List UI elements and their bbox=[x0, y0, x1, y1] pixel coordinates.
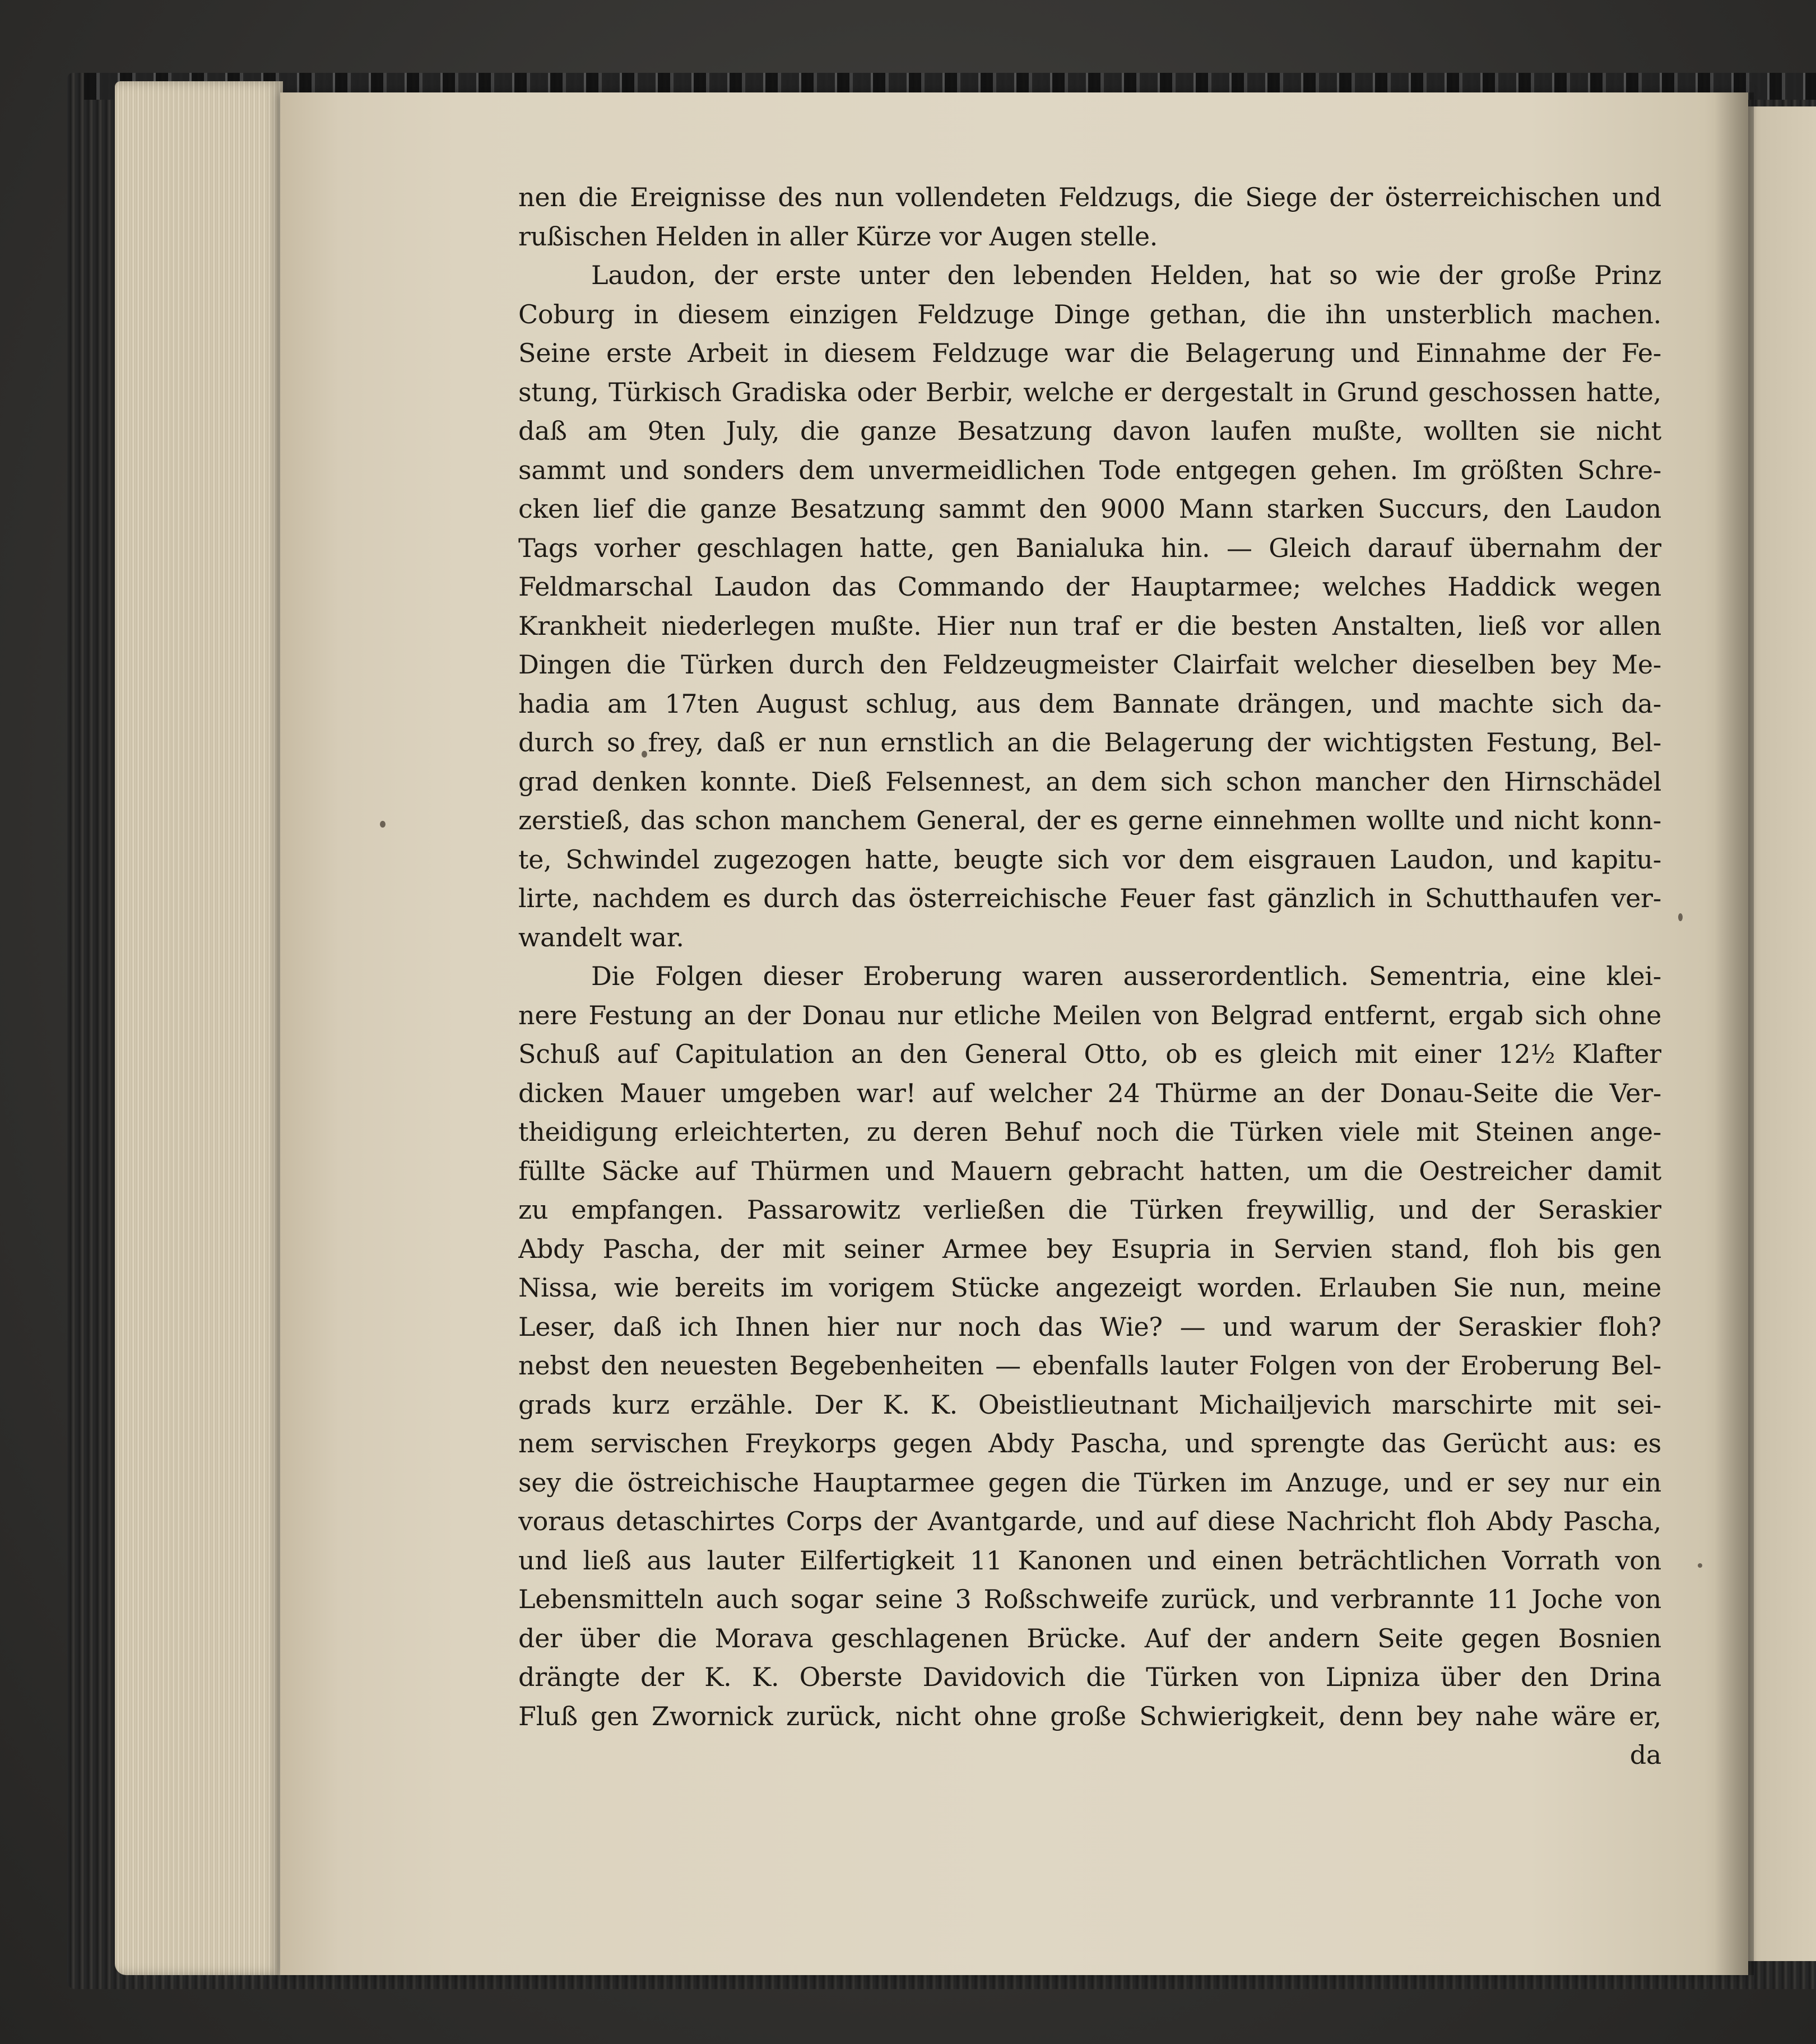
text-line: rußischen Helden in aller Kürze vor Augen stelle. bbox=[518, 221, 1158, 252]
text-line: zerstieß, das schon manchem General, der es gerne einnehmen wollte und nicht konn- bbox=[518, 805, 1661, 835]
text-line: stung, Türkisch Gradiska oder Berbir, welche er dergestalt in Grund geschossen hatte, bbox=[518, 377, 1661, 407]
ink-speck bbox=[1698, 1563, 1702, 1568]
ink-speck bbox=[380, 821, 386, 828]
text-line: dicken Mauer umgeben war! auf welcher 24 Thürme an der Donau-Seite die Ver- bbox=[518, 1077, 1661, 1108]
text-line: Tags vorher geschlagen hatte, gen Banialuka hin. — Gleich darauf übernahm der bbox=[518, 532, 1661, 563]
text-line: te, Schwindel zugezogen hatte, beugte sich vor dem eisgrauen Laudon, und kapitu- bbox=[518, 844, 1661, 875]
text-line: der über die Morava geschlagenen Brücke. Auf der andern Seite gegen Bosnien bbox=[518, 1623, 1661, 1653]
text-line: wandelt war. bbox=[518, 922, 684, 953]
text-line: Schuß auf Capitulation an den General Otto, ob es gleich mit einer 12½ Klafter bbox=[518, 1039, 1661, 1069]
text-line: füllte Säcke auf Thürmen und Mauern gebracht hatten, um die Oestreicher damit bbox=[518, 1155, 1661, 1186]
text-line: nen die Ereignisse des nun vollendeten Feldzugs, die Siege der österreichischen und bbox=[518, 182, 1661, 212]
text-line: grad denken konnte. Dieß Felsennest, an dem sich schon mancher den Hirnschädel bbox=[518, 766, 1661, 797]
text-line: Abdy Pascha, der mit seiner Armee bey Esupria in Servien stand, floh bis gen bbox=[518, 1233, 1661, 1264]
text-line: Nissa, wie bereits im vorigem Stücke angezeigt worden. Erlauben Sie nun, meine bbox=[518, 1272, 1661, 1303]
text-line: nere Festung an der Donau nur etliche Meilen von Belgrad entfernt, ergab sich ohne bbox=[518, 1000, 1661, 1030]
text-line: theidigung erleichterten, zu deren Behuf noch die Türken viele mit Steinen ange- bbox=[518, 1117, 1661, 1147]
text-line: sammt und sonders dem unvermeidlichen Tode entgegen gehen. Im größten Schre- bbox=[518, 454, 1661, 485]
text-line: sey die östreichische Hauptarmee gegen die Türken im Anzuge, und er sey nur ein bbox=[518, 1467, 1661, 1498]
text-line: voraus detaschirtes Corps der Avantgarde, und auf diese Nachricht floh Abdy Pascha, bbox=[518, 1506, 1661, 1536]
text-line: lirte, nachdem es durch das österreichische Feuer fast gänzlich in Schutthaufen ver- bbox=[518, 883, 1661, 913]
text-line: Dingen die Türken durch den Feldzeugmeister Clairfait welcher dieselben bey Me- bbox=[518, 649, 1661, 680]
text-line: Feldmarschal Laudon das Commando der Hauptarmee; welches Haddick wegen bbox=[518, 572, 1661, 602]
text-line: zu empfangen. Passarowitz verließen die Türken freywillig, und der Seraskier bbox=[518, 1195, 1661, 1225]
ink-speck bbox=[1678, 913, 1683, 921]
text-line: cken lief die ganze Besatzung sammt den 9000 Mann starken Succurs, den Laudon bbox=[518, 494, 1661, 524]
text-line: daß am 9ten July, die ganze Besatzung davon laufen mußte, wollten sie nicht bbox=[518, 416, 1661, 446]
text-line: Krankheit niederlegen mußte. Hier nun traf er die besten Anstalten, ließ vor allen bbox=[518, 610, 1661, 641]
text-line: Seine erste Arbeit in diesem Feldzuge war die Belagerung und Einnahme der Fe- bbox=[518, 338, 1661, 368]
text-line: nebst den neuesten Begebenheiten — ebenfalls lauter Folgen von der Eroberung Bel- bbox=[518, 1350, 1661, 1381]
page-block-edges bbox=[115, 81, 283, 1975]
text-line: Die Folgen dieser Eroberung waren ausserordentlich. Sementria, eine klei- bbox=[591, 961, 1661, 991]
catchword: da bbox=[1629, 1740, 1661, 1770]
gutter-shadow bbox=[1715, 92, 1754, 1975]
text-line: Lebensmitteln auch sogar seine 3 Roßschweife zurück, und verbrannte 11 Joche von bbox=[518, 1584, 1661, 1614]
text-line: Coburg in diesem einzigen Feldzuge Dinge gethan, die ihn unsterblich machen. bbox=[518, 299, 1661, 329]
page-text bbox=[518, 178, 1661, 1775]
text-line: drängte der K. K. Oberste Davidovich die Türken von Lipniza über den Drina bbox=[518, 1662, 1661, 1692]
text-line: Fluß gen Zwornick zurück, nicht ohne große Schwierigkeit, denn bey nahe wäre er, bbox=[518, 1701, 1661, 1731]
text-line: nem servischen Freykorps gegen Abdy Pascha, und sprengte das Gerücht aus: es bbox=[518, 1428, 1661, 1458]
text-line: und ließ aus lauter Eilfertigkeit 11 Kanonen und einen beträchtlichen Vorrath von bbox=[518, 1545, 1661, 1576]
text-line: hadia am 17ten August schlug, aus dem Bannate drängen, und machte sich da- bbox=[518, 688, 1661, 719]
text-line: durch so frey, daß er nun ernstlich an die Belagerung der wichtigsten Festung, Bel- bbox=[518, 727, 1661, 758]
text-line: Laudon, der erste unter den lebenden Helden, hat so wie der große Prinz bbox=[591, 260, 1661, 290]
text-line: grads kurz erzähle. Der K. K. Obeistlieutnant Michailjevich marschirte mit sei- bbox=[518, 1389, 1661, 1420]
text-line: Leser, daß ich Ihnen hier nur noch das Wie? — und warum der Seraskier floh? bbox=[518, 1311, 1661, 1342]
